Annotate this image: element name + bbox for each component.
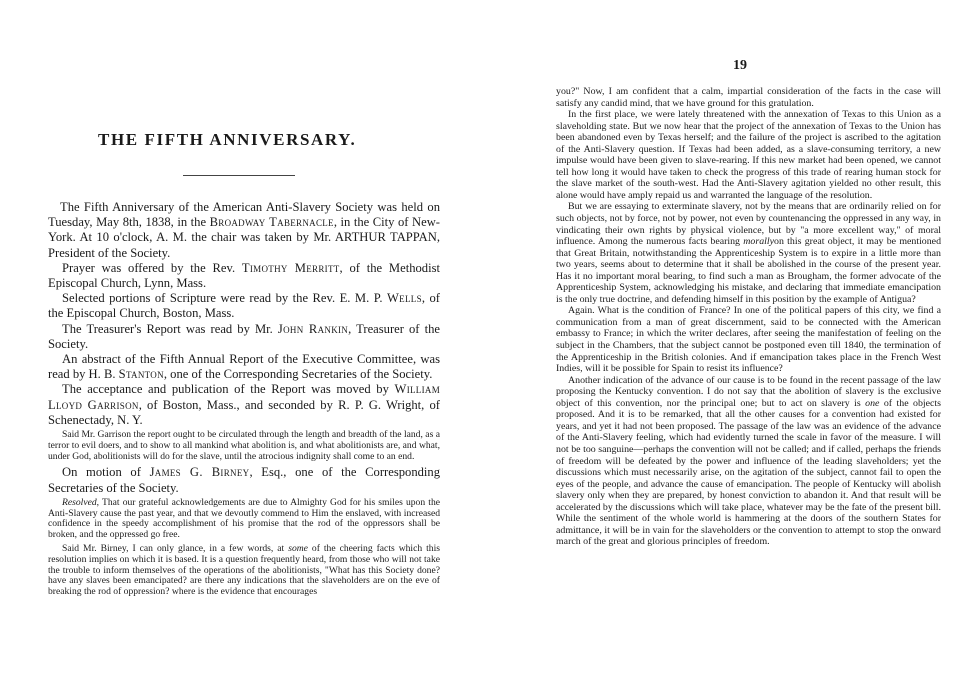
paragraph-report-motion: The acceptance and publication of the Report was moved by William Lloyd Garrison, of Boston, Mass., and seconded by R. P. G. Wright, of Schenectady, N. Y. [48, 382, 441, 427]
paragraph-annual-report: An abstract of the Fifth Annual Report of the Executive Committee, was read by H. B. Stanton, one of the Corresponding Secretaries of the Society. [48, 352, 440, 382]
paragraph-resolution: Resolved, That our grateful acknowledgements are due to Almighty God for his smiles upon the Anti-Slavery cause the past year, and that we devoutly commend to Him the enslaved, with increased confidence in the speedy accomplishment of his promise that the rod of the oppressors shall be broken, and the oppressed go free. [48, 496, 440, 541]
right-page [490, 0, 980, 691]
paragraph-garrison-remarks: Said Mr. Garrison the report ought to be circulated through the length and breadth of the land, as a terror to evil doers, and to show to all mankind what abolition is, and what abolitionists are, and what, under God, abolitionists will do for the slave, until the atrocious indignity shall come to an end. [48, 429, 440, 462]
paragraph-prayer: Prayer was offered by the Rev. Timothy Merritt, of the Methodist Episcopal Church, Lynn, Mass. [48, 260, 440, 291]
paragraph-kentucky: Another indication of the advance of our cause is to be found in the recent passage of the law proposing the Kentucky convention. I do not say that the abolition of slavery is the exclusive object of this convention, nor the principal one; but to act on slavery is one of the objects proposed. And it is to be remarked, that all the other causes for a convention had existed for years, and yet it had not been proposed. The passage of the law was an evidence of the advance of the Anti-Slavery feeling, which had evidently turned the scale in favor of the measure. I will not be too sanguine—perhaps the convention will not be called; and if called, perhaps the friends of freedom will be defeated by the power and influence of the leading slaveholders; yet the discussions which must necessarily arise, on the agitation of the subject, cannot fail to open the eyes of the people, and advance the cause of emancipation. The people of Kentucky will abolish slavery only when they are prepared, by honest conviction to abandon it. And that result will be accelerated by the discussions which will take place, whatever may be the fate of the present bill. While the sentiment of the whole world is hammering at the doors of the southern States for admittance, it will be in vain for the slaveholders or the convention to attempt to stop the onward march of the great and glorious principles of freedom. [556, 374, 941, 548]
paragraph-moral-influence: But we are essaying to exterminate slavery, not by the means that are ordinarily relied on for such objects, not by force, not by power, not even by countenancing the oppressed in any way, in vindicating their own rights by physical violence, but by "a more excellent way," of moral influence. Among the numerous facts bearing morallyon this great object, it may be mentioned that Great Britain, notwithstanding the Apprenticeship System is to expire in a little more than two years, seems about to determine that it shall be abolished in the course of the present year. Has it no important moral bearing, to find such a man as Brougham, the former advocate of the Apprenticeship System, acknowledging his mistake, and declaring that immediate emancipation is the only true doctrine, and defending himself in this position by the example of Antigua? [556, 201, 942, 305]
paragraph-treasurer-report: The Treasurer's Report was read by Mr. John Rankin, Treasurer of the Society. [48, 321, 440, 351]
title-divider [183, 175, 295, 176]
paragraph-birney-speech: Said Mr. Birney, I can only glance, in a few words, at some of the cheering facts which this resolution implies on which it is based. It is a question frequently heard, from those who will not take the trouble to inform themselves of the operations of the abolitionists, "What has this Society done? have any slaves been emancipated? are there any indications that the slaveholders are on the eve of breaking the rod of oppression? where is the evidence that encourages [48, 543, 440, 598]
page-number: 19 [733, 58, 747, 73]
paragraph-texas: In the first place, we were lately threatened with the annexation of Texas to this Union as a slaveholding state. But we now hear that the project of the annexation of Texas to the Union has been abandoned even by Texas herself; and the failure of the project is ascribed to the agitation of the Anti-Slavery question. If Texas had been added, as a slave-consuming territory, a new impulse would have been given to slave-rearing. If this new market had been opened, we cannot tell how long it would have taken to check the progress of this trade of rearing human stock for the slave market of the south-west. Had the Anti-Slavery agitation yielded no other result, this alone would have amply repaid us and warranted the language of the resolution. [556, 109, 941, 201]
venue-name: Broadway Tabernacle [209, 215, 334, 230]
paragraph-continuation: you?" Now, I am confident that a calm, impartial consideration of the facts in the case will satisfy any candid mind, that we have ground for this gratulation. [556, 86, 941, 109]
paragraph-anniversary-intro: The Fifth Anniversary of the American Anti-Slavery Society was held on Tuesday, May 8th, 1838, in the Broadway Tabernacle, in the City of New-York. At 10 o'clock, A. M. the chair was taken by Mr. ARTHUR TAPPAN, President of the Society. [48, 200, 440, 260]
left-page-body [48, 200, 440, 601]
paragraph-france: Again. What is the condition of France? In one of the political papers of this city, we find a communication from a man of great discernment, said to be connected with the American embassy to France; in which the writer declares, after seeing the manifestation of feeling on the subject in the Chambers, that the subject cannot be postponed even till 1840, the termination of the Apprenticeship in the British colonies. And if emancipation takes place in the French West Indies, will it be possible for Spain to resist its influence? [556, 305, 941, 375]
right-page-body [556, 86, 941, 548]
paragraph-scripture: Selected portions of Scripture were read by the Rev. E. M. P. Wells, of the Episcopal Church, Boston, Mass. [48, 291, 440, 321]
paragraph-birney-motion: On motion of James G. Birney, Esq., one of the Corresponding Secretaries of the Society. [48, 465, 441, 495]
chairman-name: Mr. ARTHUR TAPPAN [313, 230, 437, 245]
chapter-title: THE FIFTH ANNIVERSARY. [98, 130, 357, 149]
